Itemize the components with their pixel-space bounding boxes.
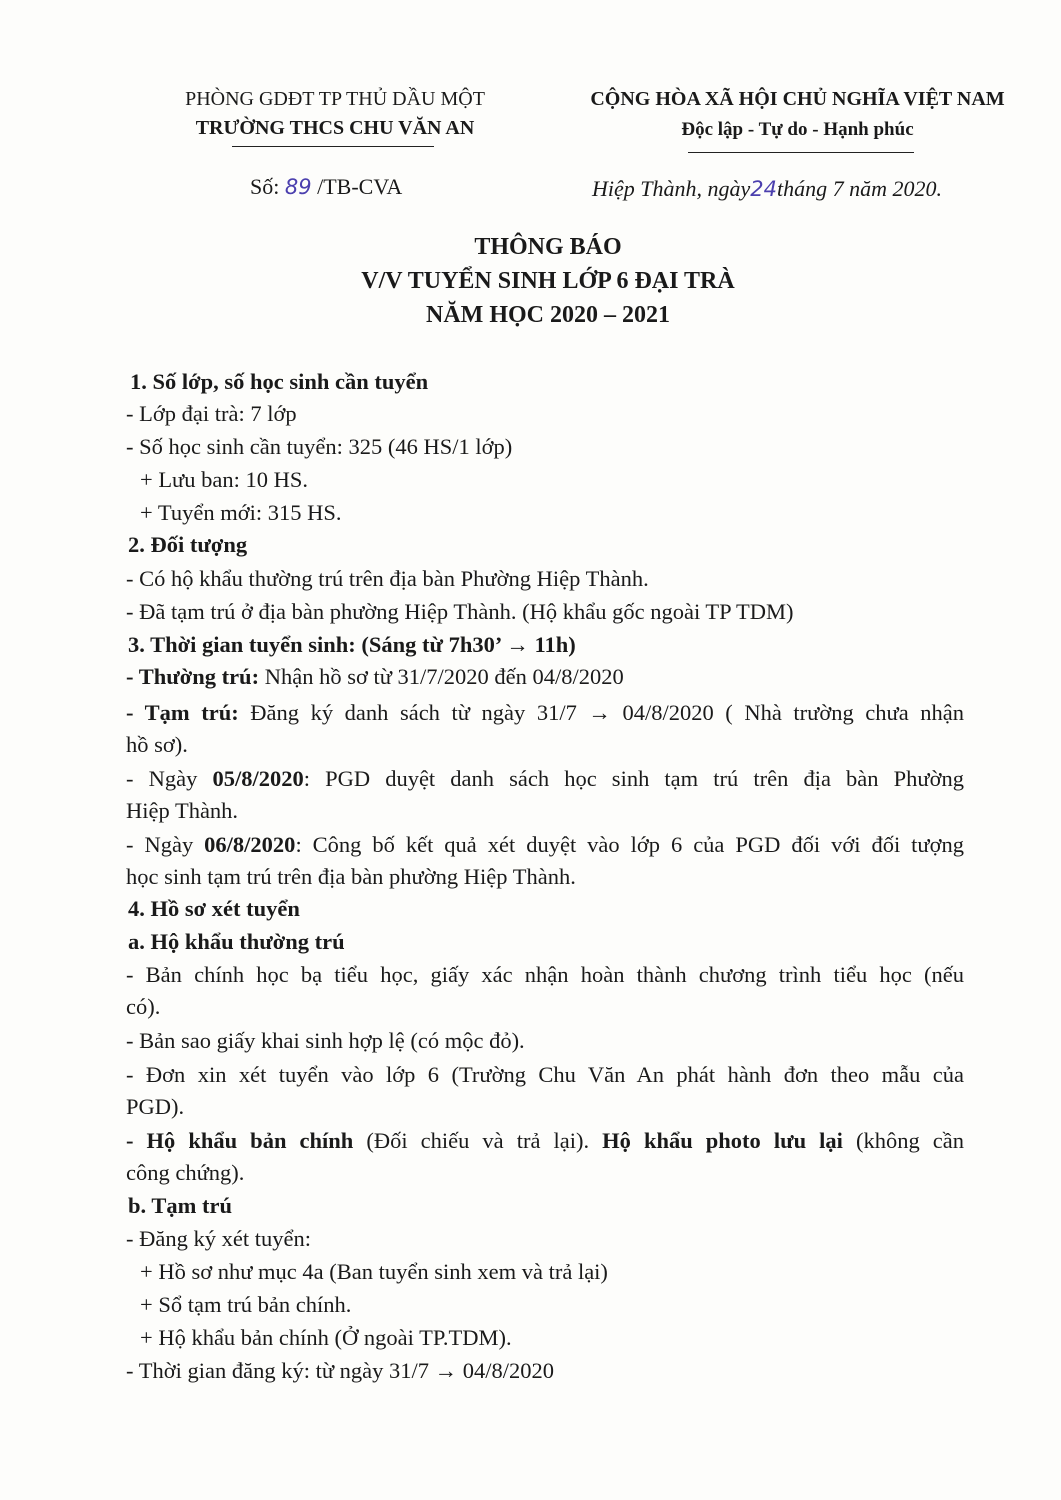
list-item: - Có hộ khẩu thường trú trên địa bàn Phường Hiệp Thành. [126,566,649,591]
day5-item [126,763,964,795]
list-item: - Đơn xin xét tuyển vào lớp 6 (Trường Chu Văn An phát hành đơn theo mẫu của [126,1062,964,1087]
section4-heading: 4. Hồ sơ xét tuyển [128,896,300,921]
day6-text: : Công bố kết quả xét duyệt vào lớp 6 của PGD đối với đối tượng [295,832,965,857]
school-underline [232,146,434,147]
list-item: + Hộ khẩu bản chính (Ở ngoài TP.TDM). [140,1325,512,1350]
section2-heading: 2. Đối tượng [128,532,248,557]
day6-cont: học sinh tạm trú trên địa bàn phường Hiệp Thành. [126,864,576,889]
list-item: + Hồ sơ như mục 4a (Ban tuyển sinh xem và trả lại) [140,1259,608,1284]
list-item-cont: có). [126,994,161,1019]
section4b-heading: b. Tạm trú [128,1193,232,1218]
permanent-label: - Thường trú: [126,664,260,689]
hk-photo-label: Hộ khẩu photo lưu lại [602,1128,843,1153]
household-registration-item [126,1125,964,1157]
department-name: PHÒNG GDĐT TP THỦ DẦU MỘT [185,88,485,110]
motto-underline [688,152,914,153]
list-item: - Đã tạm trú ở địa bàn phường Hiệp Thành. (Hộ khẩu gốc ngoài TP TDM) [126,599,794,624]
section4a-heading: a. Hộ khẩu thường trú [128,929,345,954]
day6-item [126,829,964,861]
list-item: - Đăng ký xét tuyển: [126,1226,311,1251]
list-item: + Tuyển mới: 315 HS. [140,500,342,525]
day6-date: 06/8/2020 [204,832,296,857]
hk-original-text: (Đối chiếu và trả lại). [353,1128,603,1153]
number-prefix: Số: [250,174,285,199]
list-item: - Số học sinh cần tuyển: 325 (46 HS/1 lớp) [126,434,513,459]
school-name: TRƯỜNG THCS CHU VĂN AN [195,117,475,139]
hk-original-label: - Hộ khẩu bản chính [126,1128,354,1153]
temporary-residence-cont: hồ sơ). [126,732,188,757]
temporary-text: Đăng ký danh sách từ ngày 31/7 → 04/8/2020 ( Nhà trường chưa nhận [238,700,965,725]
list-item: - Bản chính học bạ tiểu học, giấy xác nhận hoàn thành chương trình tiểu học (nếu [126,962,964,987]
day5-prefix: - Ngày [126,766,213,791]
list-item: - Lớp đại trà: 7 lớp [126,401,297,426]
number-suffix: /TB-CVA [311,174,403,199]
temporary-residence-item [126,697,964,729]
date-suffix: tháng 7 năm 2020. [777,176,942,201]
day5-date: 05/8/2020 [212,766,304,791]
section1-heading: 1. Số lớp, số học sinh cần tuyển [130,369,429,394]
list-item: + Lưu ban: 10 HS. [140,467,309,492]
handwritten-day: 24 [750,177,777,201]
republic-name: CỘNG HÒA XÃ HỘI CHỦ NGHĨA VIỆT NAM [590,88,1005,110]
document-title: THÔNG BÁO [474,234,622,260]
day5-cont: Hiệp Thành. [126,798,239,823]
national-motto: Độc lập - Tự do - Hạnh phúc [681,119,914,140]
day5-text: : PGD duyệt danh sách học sinh tạm trú trên địa bàn Phường [303,766,964,791]
temporary-label: - Tạm trú: [126,700,239,725]
list-item: - Thời gian đăng ký: từ ngày 31/7 → 04/8/2020 [126,1358,555,1383]
day6-prefix: - Ngày [126,832,205,857]
list-item-cont: PGD). [126,1094,185,1119]
permanent-text: Nhận hồ sơ từ 31/7/2020 đến 04/8/2020 [259,664,624,689]
date-prefix: Hiệp Thành, ngày [592,176,751,201]
section3-heading: 3. Thời gian tuyển sinh: (Sáng từ 7h30’ → 11h) [128,632,576,657]
handwritten-number: 89 [284,175,312,199]
document-subtitle: V/V TUYỂN SINH LỚP 6 ĐẠI TRÀ [361,268,735,294]
permanent-residence-item [126,661,624,693]
hk-photo-text: (không cần [842,1128,964,1153]
school-year: NĂM HỌC 2020 – 2021 [426,302,670,328]
list-item: + Sổ tạm trú bản chính. [140,1292,352,1317]
document-date [592,176,942,202]
list-item-cont: công chứng). [126,1160,245,1185]
document-number [250,174,402,200]
list-item: - Bản sao giấy khai sinh hợp lệ (có mộc đỏ). [126,1028,525,1053]
